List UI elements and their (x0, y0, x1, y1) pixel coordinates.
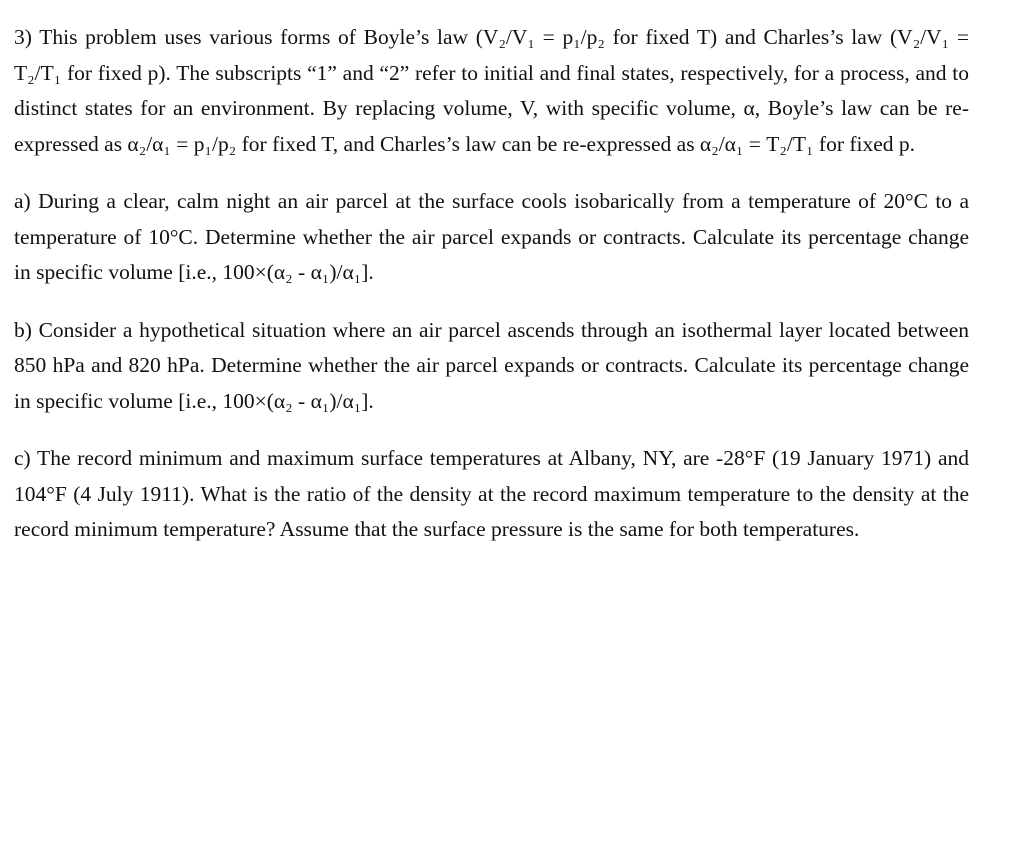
problem-intro-paragraph: 3) This problem uses various forms of Boyle’s law (V₂/V₁ = p₁/p₂ for fixed T) and Charles’s law (V₂/V₁ = T₂/T₁ for fixed p). The subscripts “1” and “2” refer to initial and final states, respectively, for a process, and to distinct states for an environment. By replacing volume, V, with specific volume, α, Boyle’s law can be re-expressed as α₂/α₁ = p₁/p₂ for fixed T, and Charles’s law can be re-expressed as α₂/α₁ = T₂/T₁ for fixed p. (14, 25, 969, 156)
part-c-paragraph: c) The record minimum and maximum surface temperatures at Albany, NY, are -28°F (19 January 1971) and 104°F (4 July 1911). What is the ratio of the density at the record maximum temperature to the density at the record minimum temperature? Assume that the surface pressure is the same for both temperatures. (14, 446, 969, 541)
part-a-paragraph: a) During a clear, calm night an air parcel at the surface cools isobarically from a temperature of 20°C to a temperature of 10°C. Determine whether the air parcel expands or contracts. Calculate its percentage change in specific volume [i.e., 100×(α₂ - α₁)/α₁]. (14, 189, 969, 284)
problem-document (14, 20, 969, 548)
part-b-paragraph: b) Consider a hypothetical situation where an air parcel ascends through an isothermal layer located between 850 hPa and 820 hPa. Determine whether the air parcel expands or contracts. Calculate its percentage change in specific volume [i.e., 100×(α₂ - α₁)/α₁]. (14, 317, 969, 413)
